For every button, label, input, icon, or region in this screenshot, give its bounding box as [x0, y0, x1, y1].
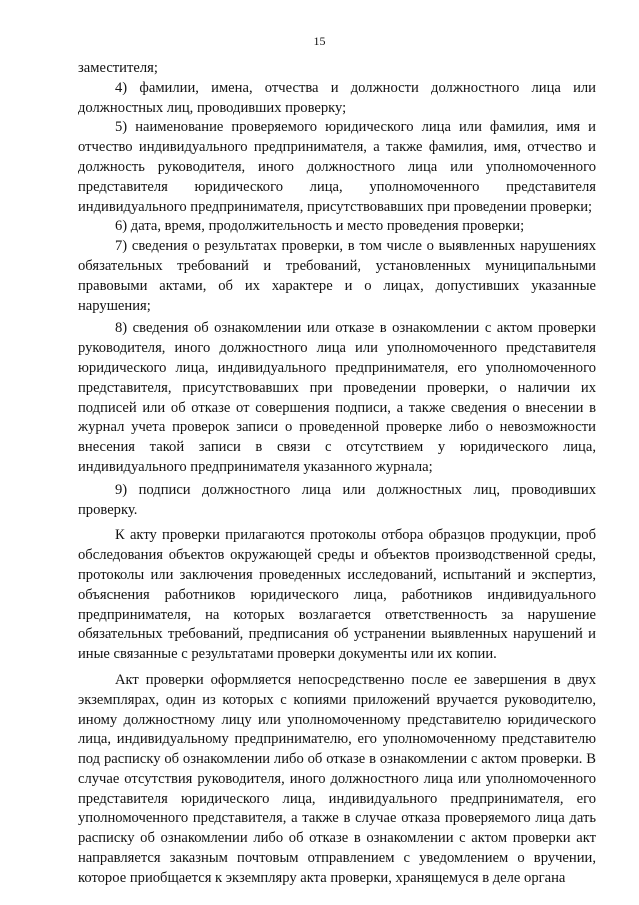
paragraph-act-execution: Акт проверки оформляется непосредственно после ее завершения в двух экземплярах, один из которых с копиями приложений вручается руководителю, иному должностному лицу или уполномоченному представителю юридического лица, индивидуальному предпринимателю, его уполномоченному представителю под расписку об ознакомлении либо об отказе в ознакомлении с актом проверки. В случае отсутствия руководителя, иного должностного лица или уполномоченного представителя юридического лица, индивидуального предпринимателя, его уполномоченного представителя, а также в случае отказа проверяемого лица дать расписку об ознакомлении либо об отказе в ознакомлении с актом проверки акт направляется заказным почтовым отправлением с уведомлением о вручении, которое приобщается к экземпляру акта проверки, хранящемуся в деле органа: [78, 671, 596, 886]
paragraph-attachments: К акту проверки прилагаются протоколы отбора образцов продукции, проб обследования объектов окружающей среды и объектов производственной среды, протоколы или заключения проведенных исследований, испытаний и экспертиз, объяснения работников юридического лица, работников индивидуального предпринимателя, на которых возлагается ответственность за нарушение обязательных требований, предписания об устранении выявленных нарушений и иные связанные с результатами проверки документы или их копии.: [78, 527, 596, 663]
list-item-5: 5) наименование проверяемого юридического лица или фамилия, имя и отчество индивидуального предпринимателя, а также фамилия, имя, отчество и должность руководителя, иного должностного лица или уполномоченного представителя юридического лица, уполномоченного представителя индивидуального предпринимателя, присутствовавших при проведении проверки;: [78, 119, 596, 215]
document-body: [78, 59, 596, 889]
page-number: 15: [313, 34, 326, 48]
list-item-8: 8) сведения об ознакомлении или отказе в ознакомлении с актом проверки руководителя, иного должностного лица или уполномоченного представителя юридического лица, индивидуального предпринимателя, его уполномоченного представителя, присутствовавших при проведении проверки, о наличии их подписей или об отказе от совершения подписи, а также сведения о внесении в журнал учета проверок записи о проведенной проверке либо о невозможности внесения такой записи в связи с отсутствием у юридического лица, индивидуального предпринимателя указанного журнала;: [78, 320, 596, 475]
list-item-4: 4) фамилии, имена, отчества и должности должностного лица или должностных лиц, проводивших проверку;: [78, 79, 596, 116]
list-item-7: 7) сведения о результатах проверки, в том числе о выявленных нарушениях обязательных требований и требований, установленных муниципальными правовыми актами, об их характере и о лицах, допустивших указанные нарушения;: [78, 238, 596, 314]
list-item-9: 9) подписи должностного лица или должностных лиц, проводивших проверку.: [78, 481, 596, 518]
list-item-6: 6) дата, время, продолжительность и место проведения проверки;: [115, 218, 525, 235]
list-item-continuation: заместителя;: [78, 60, 158, 76]
